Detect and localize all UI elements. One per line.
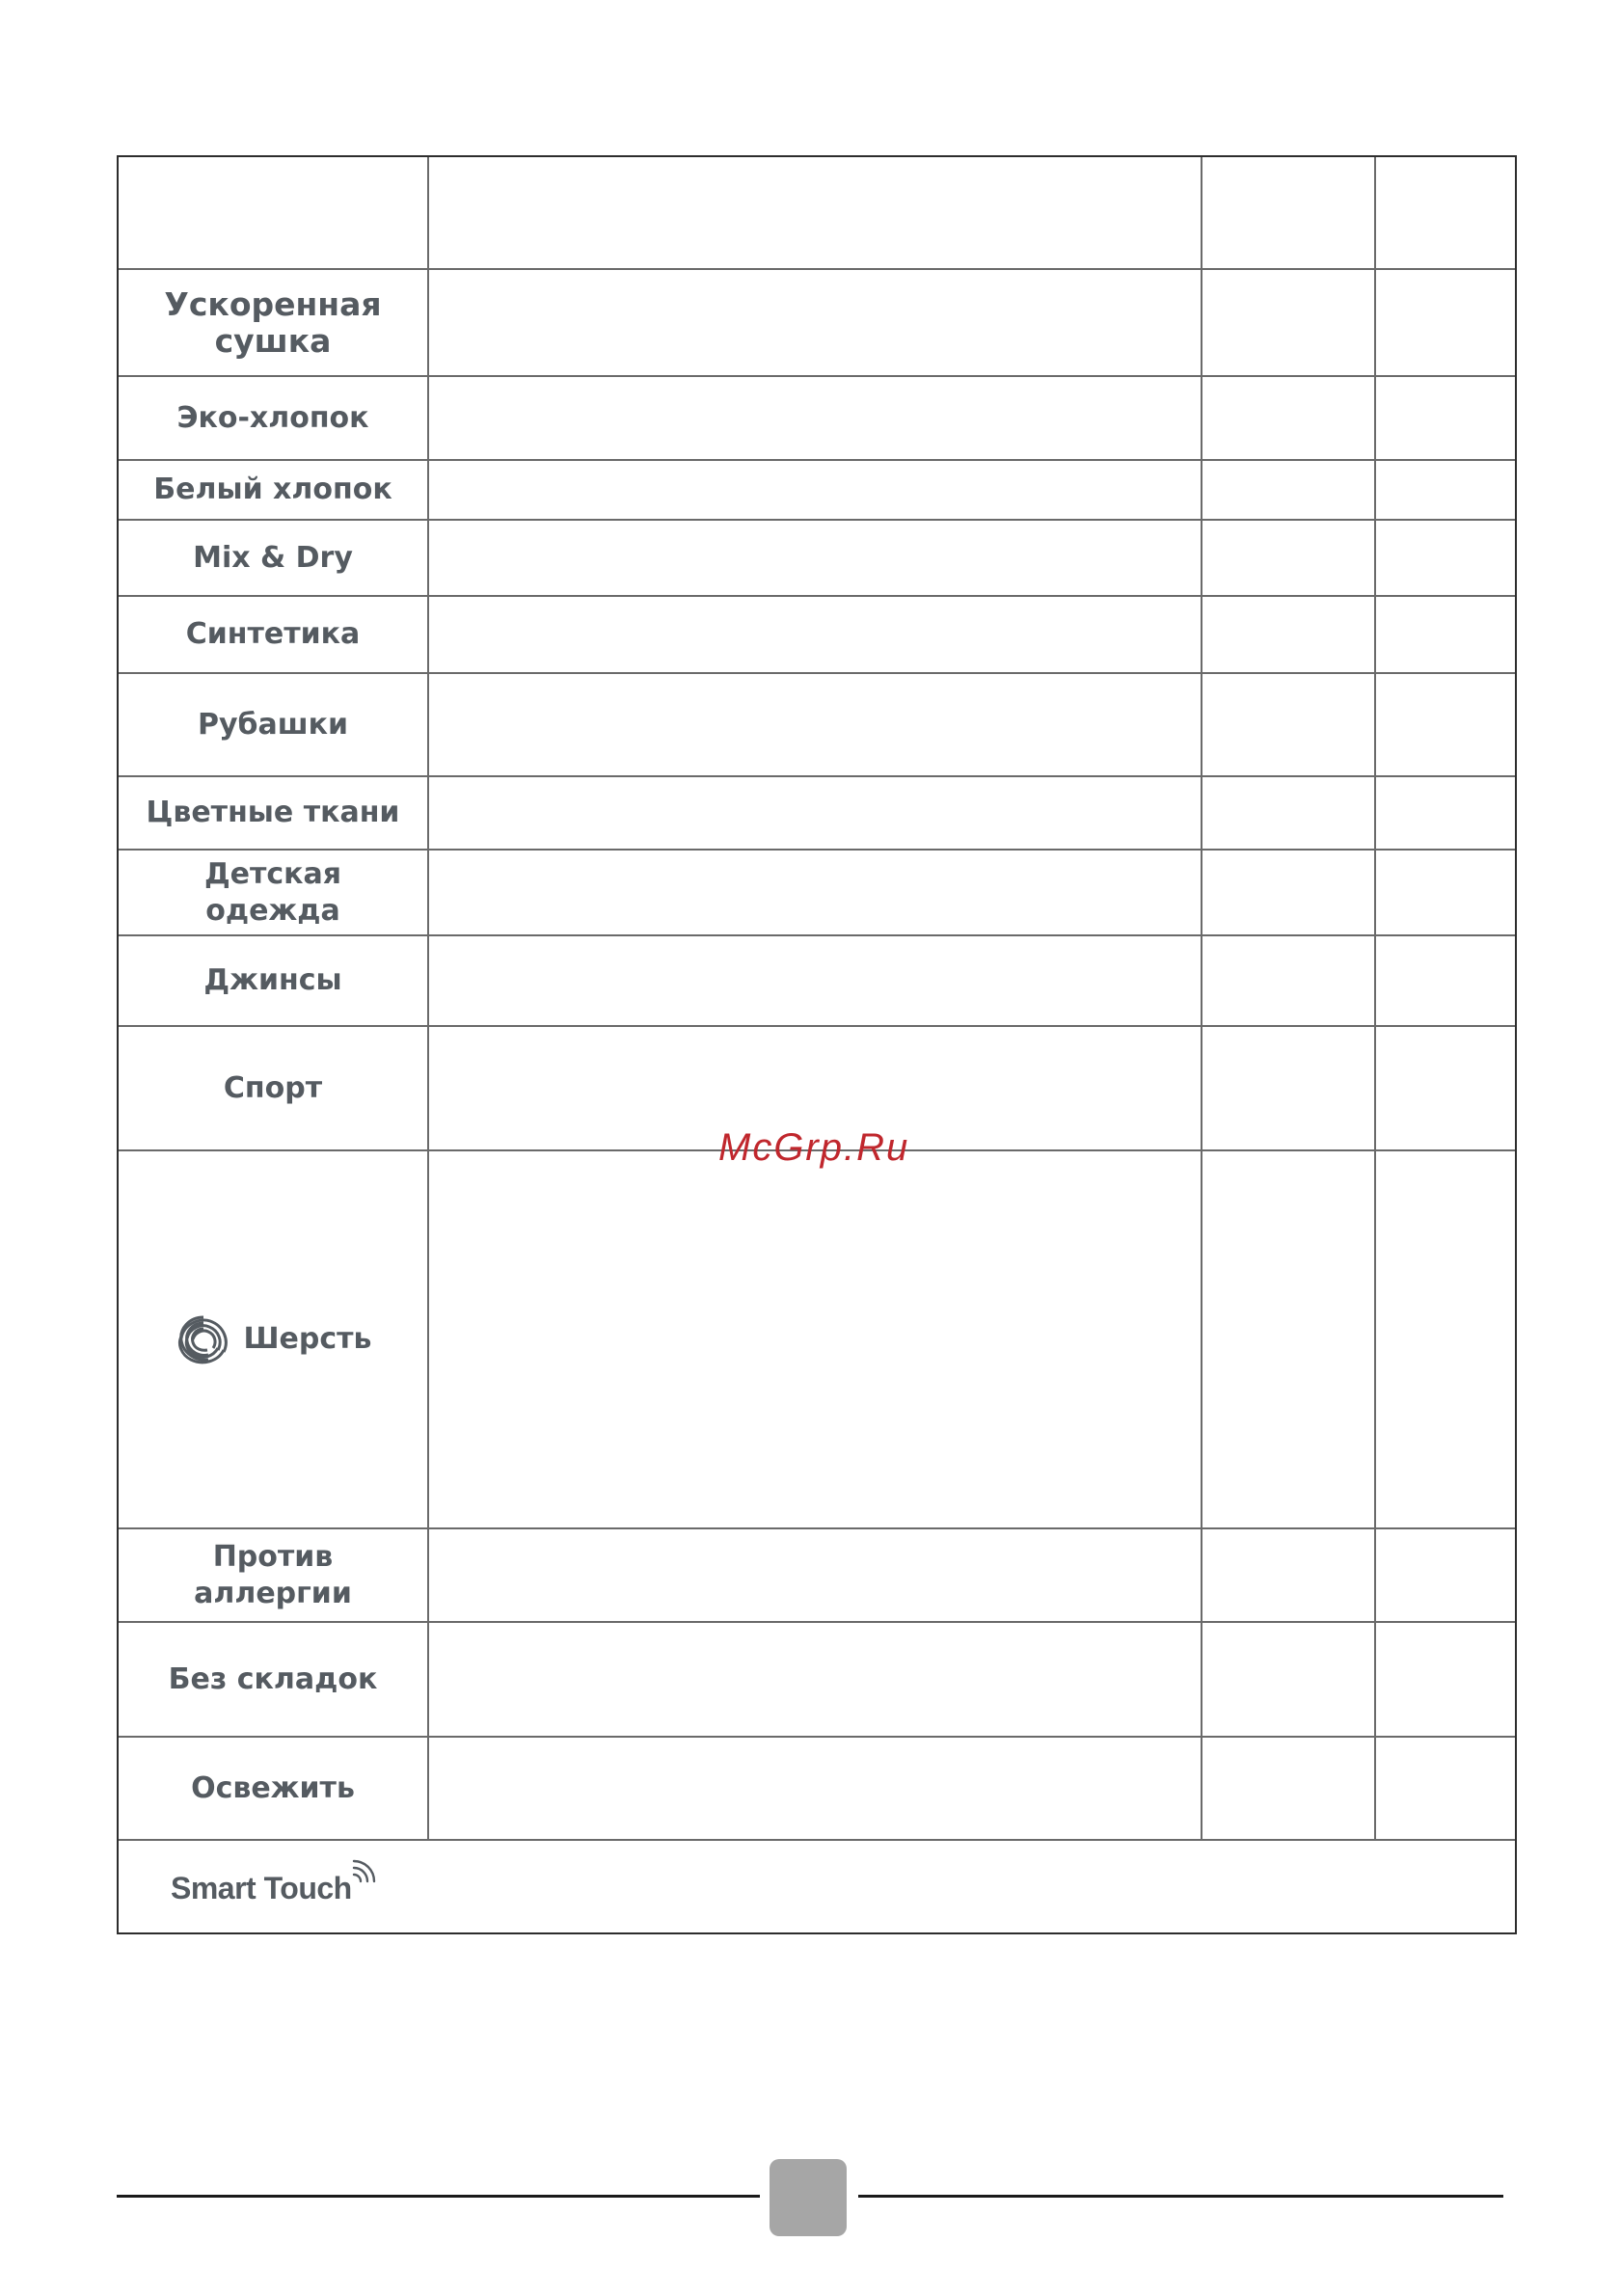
table-row — [119, 1529, 1515, 1623]
nfc-signal-icon — [350, 1858, 385, 1893]
table-row — [119, 1151, 1515, 1529]
footer-rule-left — [117, 2195, 760, 2198]
program-label: Рубашки — [198, 707, 348, 742]
table-row — [119, 851, 1515, 936]
program-label: Спорт — [223, 1070, 323, 1105]
table-row-header — [119, 157, 1515, 270]
table-row — [119, 521, 1515, 597]
program-label: Mix & Dry — [193, 540, 353, 575]
footer-rule-right — [858, 2195, 1503, 2198]
program-label: Детская одежда — [203, 856, 342, 928]
table-row — [119, 1738, 1515, 1841]
program-label: Эко-хлопок — [176, 400, 369, 435]
table-row — [119, 597, 1515, 674]
program-label: Синтетика — [185, 617, 361, 651]
program-label: Белый хлопок — [153, 473, 392, 506]
program-label: Цветные ткани — [146, 796, 400, 829]
table-row-smart-touch — [119, 1841, 1515, 1932]
smart-touch-logo: Smart Touch — [171, 1858, 385, 1906]
table-row — [119, 1623, 1515, 1738]
table-row — [119, 377, 1515, 461]
table-row — [119, 270, 1515, 377]
watermark: McGrp.Ru — [718, 1126, 910, 1169]
table-row — [119, 777, 1515, 851]
program-label: Освежить — [191, 1770, 355, 1805]
programs-table — [117, 155, 1517, 1934]
wool-mark-icon — [174, 1311, 233, 1367]
program-label: Против аллергии — [194, 1539, 352, 1610]
table-row — [119, 936, 1515, 1027]
program-label: Без складок — [168, 1661, 378, 1696]
program-label: Ускоренная сушка — [164, 284, 382, 360]
table-row — [119, 461, 1515, 521]
program-label: Джинсы — [203, 963, 342, 997]
table-row — [119, 674, 1515, 777]
program-label: Шерсть — [243, 1322, 372, 1356]
page-number-badge — [770, 2159, 847, 2236]
